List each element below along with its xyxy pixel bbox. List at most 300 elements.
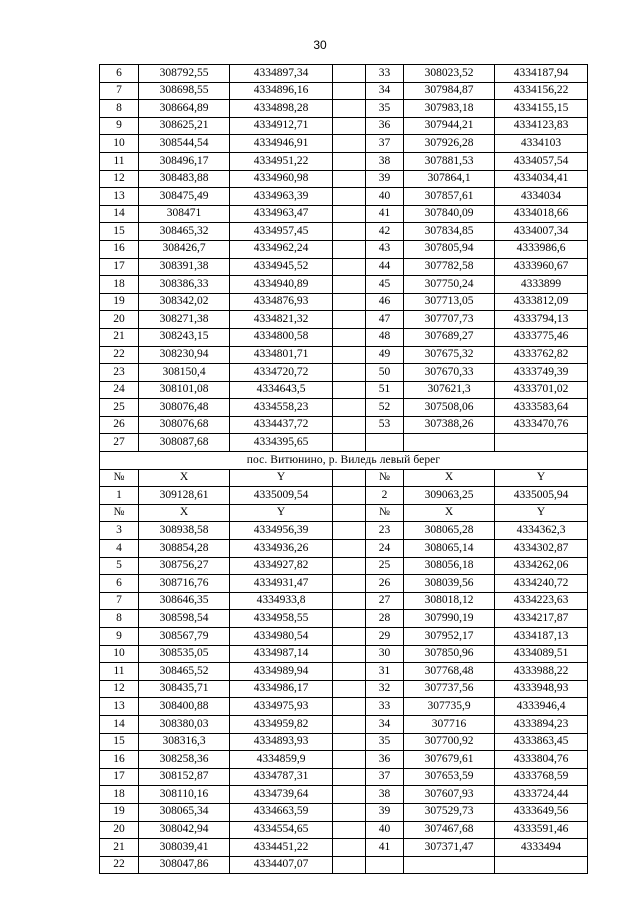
x-coordinate: 307750,24 xyxy=(404,276,495,294)
y-coordinate: 4334302,87 xyxy=(495,540,588,558)
point-number: 22 xyxy=(100,346,139,364)
point-number: 26 xyxy=(366,575,404,593)
x-coordinate: 308230,94 xyxy=(139,346,230,364)
y-coordinate: 4333749,39 xyxy=(495,364,588,382)
point-number: 35 xyxy=(366,100,404,118)
point-number: 40 xyxy=(366,188,404,206)
spacer xyxy=(333,117,366,135)
y-coordinate: 4333470,76 xyxy=(495,416,588,434)
x-coordinate: 307689,27 xyxy=(404,328,495,346)
y-coordinate: 4334975,93 xyxy=(230,698,333,716)
point-number: 53 xyxy=(366,416,404,434)
point-number: 30 xyxy=(366,645,404,663)
column-header: № xyxy=(100,504,139,522)
spacer xyxy=(333,223,366,241)
y-coordinate: 4334007,34 xyxy=(495,223,588,241)
y-coordinate: 4334945,52 xyxy=(230,258,333,276)
spacer xyxy=(333,381,366,399)
point-number: 4 xyxy=(100,540,139,558)
point-number: 47 xyxy=(366,311,404,329)
spacer xyxy=(333,100,366,118)
x-coordinate: 307607,93 xyxy=(404,786,495,804)
point-number: 46 xyxy=(366,293,404,311)
x-coordinate: 308716,76 xyxy=(139,575,230,593)
table-row xyxy=(100,135,588,153)
spacer xyxy=(333,205,366,223)
y-coordinate: 4334554,65 xyxy=(230,821,333,839)
table-row xyxy=(100,557,588,575)
x-coordinate: 308646,35 xyxy=(139,592,230,610)
x-coordinate: 307944,21 xyxy=(404,117,495,135)
y-coordinate: 4334960,98 xyxy=(230,170,333,188)
y-coordinate: 4334963,47 xyxy=(230,205,333,223)
y-coordinate: 4334034,41 xyxy=(495,170,588,188)
x-coordinate: 308087,68 xyxy=(139,434,230,452)
x-coordinate: 307737,56 xyxy=(404,680,495,698)
y-coordinate: 4334057,54 xyxy=(495,152,588,170)
y-coordinate: 4334989,94 xyxy=(230,663,333,681)
y-coordinate: 4333986,6 xyxy=(495,240,588,258)
y-coordinate: 4334958,55 xyxy=(230,610,333,628)
spacer xyxy=(333,715,366,733)
x-coordinate: 308471 xyxy=(139,205,230,223)
x-coordinate: 308380,03 xyxy=(139,715,230,733)
point-number: 23 xyxy=(100,364,139,382)
point-number: 11 xyxy=(100,152,139,170)
point-number: 32 xyxy=(366,680,404,698)
x-coordinate: 307952,17 xyxy=(404,628,495,646)
point-number: 28 xyxy=(366,610,404,628)
y-coordinate: 4334558,23 xyxy=(230,399,333,417)
x-coordinate: 308023,52 xyxy=(404,65,495,83)
y-coordinate: 4334262,06 xyxy=(495,557,588,575)
y-coordinate: 4334240,72 xyxy=(495,575,588,593)
spacer xyxy=(333,698,366,716)
x-coordinate: 308567,79 xyxy=(139,628,230,646)
x-coordinate: 308756,27 xyxy=(139,557,230,575)
x-coordinate xyxy=(404,434,495,452)
point-number: 27 xyxy=(100,434,139,452)
x-coordinate: 308483,88 xyxy=(139,170,230,188)
x-coordinate: 307388,26 xyxy=(404,416,495,434)
x-coordinate: 308625,21 xyxy=(139,117,230,135)
x-coordinate: 308047,86 xyxy=(139,856,230,874)
y-coordinate: 4334801,71 xyxy=(230,346,333,364)
spacer xyxy=(333,522,366,540)
point-number: 16 xyxy=(100,751,139,769)
x-coordinate: 308076,48 xyxy=(139,399,230,417)
spacer xyxy=(333,328,366,346)
point-number: 48 xyxy=(366,328,404,346)
table-row xyxy=(100,188,588,206)
column-header: X xyxy=(404,504,495,522)
point-number: 26 xyxy=(100,416,139,434)
coordinates-table xyxy=(99,64,588,874)
y-coordinate: 4334963,39 xyxy=(230,188,333,206)
x-coordinate: 308065,14 xyxy=(404,540,495,558)
table-row xyxy=(100,715,588,733)
table-row xyxy=(100,258,588,276)
table-row xyxy=(100,346,588,364)
x-coordinate: 308271,38 xyxy=(139,311,230,329)
point-number: 41 xyxy=(366,839,404,857)
point-number: 10 xyxy=(100,645,139,663)
x-coordinate: 308076,68 xyxy=(139,416,230,434)
point-number: 38 xyxy=(366,152,404,170)
y-coordinate: 4333794,13 xyxy=(495,311,588,329)
spacer xyxy=(333,416,366,434)
y-coordinate: 4333724,44 xyxy=(495,786,588,804)
y-coordinate: 4333762,82 xyxy=(495,346,588,364)
point-number: 20 xyxy=(100,311,139,329)
column-header: № xyxy=(100,469,139,487)
point-number: 42 xyxy=(366,223,404,241)
table-row xyxy=(100,698,588,716)
point-number: 8 xyxy=(100,610,139,628)
x-coordinate: 308386,33 xyxy=(139,276,230,294)
spacer xyxy=(333,399,366,417)
y-coordinate: 4334931,47 xyxy=(230,575,333,593)
x-coordinate: 307653,59 xyxy=(404,768,495,786)
y-coordinate: 4333812,09 xyxy=(495,293,588,311)
point-number: 29 xyxy=(366,628,404,646)
x-coordinate: 308664,89 xyxy=(139,100,230,118)
point-number: 35 xyxy=(366,733,404,751)
spacer xyxy=(333,258,366,276)
table-row xyxy=(100,434,588,452)
point-number: 6 xyxy=(100,575,139,593)
y-coordinate: 4334897,34 xyxy=(230,65,333,83)
table-row xyxy=(100,399,588,417)
x-coordinate: 307735,9 xyxy=(404,698,495,716)
y-coordinate: 4334223,63 xyxy=(495,592,588,610)
y-coordinate: 4333494 xyxy=(495,839,588,857)
table-row xyxy=(100,170,588,188)
x-coordinate: 307713,05 xyxy=(404,293,495,311)
x-coordinate: 308698,55 xyxy=(139,82,230,100)
x-coordinate: 308426,7 xyxy=(139,240,230,258)
x-coordinate: 307834,85 xyxy=(404,223,495,241)
y-coordinate: 4334936,26 xyxy=(230,540,333,558)
table-row xyxy=(100,768,588,786)
spacer xyxy=(333,82,366,100)
point-number: 50 xyxy=(366,364,404,382)
point-number: 15 xyxy=(100,733,139,751)
point-number: 22 xyxy=(100,856,139,874)
y-coordinate: 4333899 xyxy=(495,276,588,294)
y-coordinate: 4334663,59 xyxy=(230,803,333,821)
spacer xyxy=(333,293,366,311)
point-number: 45 xyxy=(366,276,404,294)
column-header: X xyxy=(139,504,230,522)
table-row xyxy=(100,82,588,100)
spacer xyxy=(333,487,366,505)
x-coordinate: 308465,52 xyxy=(139,663,230,681)
point-number: 24 xyxy=(100,381,139,399)
y-coordinate: 4333591,46 xyxy=(495,821,588,839)
spacer xyxy=(333,364,366,382)
y-coordinate: 4333701,02 xyxy=(495,381,588,399)
spacer xyxy=(333,540,366,558)
point-number: 8 xyxy=(100,100,139,118)
table-row xyxy=(100,240,588,258)
point-number: 14 xyxy=(100,715,139,733)
y-coordinate: 4333775,46 xyxy=(495,328,588,346)
x-coordinate: 308150,4 xyxy=(139,364,230,382)
y-coordinate: 4334946,91 xyxy=(230,135,333,153)
point-number: 27 xyxy=(366,592,404,610)
point-number: 12 xyxy=(100,170,139,188)
spacer xyxy=(333,786,366,804)
spacer xyxy=(333,839,366,857)
spacer xyxy=(333,628,366,646)
spacer xyxy=(333,663,366,681)
y-coordinate: 4333649,56 xyxy=(495,803,588,821)
x-coordinate: 307983,18 xyxy=(404,100,495,118)
y-coordinate: 4334407,07 xyxy=(230,856,333,874)
point-number: 36 xyxy=(366,117,404,135)
x-coordinate: 307782,58 xyxy=(404,258,495,276)
spacer xyxy=(333,575,366,593)
column-header: Y xyxy=(495,469,588,487)
table-row xyxy=(100,628,588,646)
x-coordinate: 307857,61 xyxy=(404,188,495,206)
x-coordinate: 307675,32 xyxy=(404,346,495,364)
point-number: 19 xyxy=(100,293,139,311)
x-coordinate: 307700,92 xyxy=(404,733,495,751)
y-coordinate: 4334034 xyxy=(495,188,588,206)
point-number: 52 xyxy=(366,399,404,417)
y-coordinate: 4333948,93 xyxy=(495,680,588,698)
x-coordinate: 308391,38 xyxy=(139,258,230,276)
spacer xyxy=(333,645,366,663)
spacer xyxy=(333,469,366,487)
x-coordinate: 307679,61 xyxy=(404,751,495,769)
spacer xyxy=(333,751,366,769)
y-coordinate: 4334800,58 xyxy=(230,328,333,346)
spacer xyxy=(333,610,366,628)
y-coordinate: 4335005,94 xyxy=(495,487,588,505)
point-number: 51 xyxy=(366,381,404,399)
y-coordinate: 4334362,3 xyxy=(495,522,588,540)
y-coordinate: 4334187,94 xyxy=(495,65,588,83)
y-coordinate: 4334896,16 xyxy=(230,82,333,100)
table-row xyxy=(100,416,588,434)
table-row xyxy=(100,610,588,628)
point-number: 44 xyxy=(366,258,404,276)
spacer xyxy=(333,592,366,610)
y-coordinate: 4334957,45 xyxy=(230,223,333,241)
y-coordinate: 4333894,23 xyxy=(495,715,588,733)
x-coordinate: 307984,87 xyxy=(404,82,495,100)
spacer xyxy=(333,557,366,575)
y-coordinate: 4334123,83 xyxy=(495,117,588,135)
x-coordinate: 307716 xyxy=(404,715,495,733)
y-coordinate: 4334986,17 xyxy=(230,680,333,698)
y-coordinate: 4333583,64 xyxy=(495,399,588,417)
point-number: 41 xyxy=(366,205,404,223)
x-coordinate: 308854,28 xyxy=(139,540,230,558)
table-row xyxy=(100,117,588,135)
spacer xyxy=(333,311,366,329)
y-coordinate: 4334956,39 xyxy=(230,522,333,540)
spacer xyxy=(333,240,366,258)
point-number: 2 xyxy=(366,487,404,505)
column-header: № xyxy=(366,469,404,487)
table-row xyxy=(100,293,588,311)
y-coordinate: 4334940,89 xyxy=(230,276,333,294)
x-coordinate: 307850,96 xyxy=(404,645,495,663)
y-coordinate: 4333988,22 xyxy=(495,663,588,681)
y-coordinate: 4334912,71 xyxy=(230,117,333,135)
point-number: 3 xyxy=(100,522,139,540)
x-coordinate: 308342,02 xyxy=(139,293,230,311)
y-coordinate: 4334156,22 xyxy=(495,82,588,100)
point-number: 19 xyxy=(100,803,139,821)
table-row xyxy=(100,276,588,294)
x-coordinate: 307467,68 xyxy=(404,821,495,839)
table-row xyxy=(100,821,588,839)
x-coordinate: 308065,28 xyxy=(404,522,495,540)
column-header: Y xyxy=(230,469,333,487)
point-number: 9 xyxy=(100,628,139,646)
section-title-row xyxy=(100,452,588,470)
y-coordinate: 4334821,32 xyxy=(230,311,333,329)
point-number: 6 xyxy=(100,65,139,83)
point-number: 5 xyxy=(100,557,139,575)
y-coordinate: 4333863,45 xyxy=(495,733,588,751)
spacer xyxy=(333,276,366,294)
y-coordinate: 4334980,54 xyxy=(230,628,333,646)
table-row xyxy=(100,786,588,804)
y-coordinate: 4334155,15 xyxy=(495,100,588,118)
table-row xyxy=(100,364,588,382)
point-number: 18 xyxy=(100,276,139,294)
x-coordinate: 307768,48 xyxy=(404,663,495,681)
spacer xyxy=(333,170,366,188)
table-row xyxy=(100,381,588,399)
point-number: 16 xyxy=(100,240,139,258)
y-coordinate: 4334787,31 xyxy=(230,768,333,786)
x-coordinate: 308465,32 xyxy=(139,223,230,241)
y-coordinate: 4334187,13 xyxy=(495,628,588,646)
y-coordinate: 4334217,87 xyxy=(495,610,588,628)
x-coordinate: 308544,54 xyxy=(139,135,230,153)
point-number: 15 xyxy=(100,223,139,241)
point-number: 39 xyxy=(366,803,404,821)
point-number: 31 xyxy=(366,663,404,681)
x-coordinate: 307926,28 xyxy=(404,135,495,153)
column-header: X xyxy=(139,469,230,487)
point-number: 9 xyxy=(100,117,139,135)
spacer xyxy=(333,65,366,83)
point-number: 25 xyxy=(100,399,139,417)
x-coordinate: 308039,41 xyxy=(139,839,230,857)
y-coordinate: 4333804,76 xyxy=(495,751,588,769)
y-coordinate xyxy=(495,434,588,452)
point-number: 43 xyxy=(366,240,404,258)
x-coordinate: 307840,09 xyxy=(404,205,495,223)
x-coordinate: 308316,3 xyxy=(139,733,230,751)
x-coordinate: 307707,73 xyxy=(404,311,495,329)
table-row xyxy=(100,856,588,874)
table-row xyxy=(100,751,588,769)
table-row xyxy=(100,645,588,663)
x-coordinate: 308938,58 xyxy=(139,522,230,540)
table-row xyxy=(100,522,588,540)
y-coordinate: 4334898,28 xyxy=(230,100,333,118)
section-title: пос. Витюнино, р. Виледь левый берег xyxy=(100,452,588,470)
x-coordinate: 307881,53 xyxy=(404,152,495,170)
y-coordinate: 4334893,93 xyxy=(230,733,333,751)
table-row xyxy=(100,540,588,558)
point-number: 18 xyxy=(100,786,139,804)
x-coordinate: 309128,61 xyxy=(139,487,230,505)
y-coordinate: 4335009,54 xyxy=(230,487,333,505)
x-coordinate: 307371,47 xyxy=(404,839,495,857)
table-row xyxy=(100,205,588,223)
point-number: 13 xyxy=(100,188,139,206)
point-number: 1 xyxy=(100,487,139,505)
point-number: 36 xyxy=(366,751,404,769)
y-coordinate: 4334959,82 xyxy=(230,715,333,733)
x-coordinate: 308039,56 xyxy=(404,575,495,593)
column-header: Y xyxy=(495,504,588,522)
table-row xyxy=(100,311,588,329)
column-header: № xyxy=(366,504,404,522)
point-number: 11 xyxy=(100,663,139,681)
x-coordinate: 308598,54 xyxy=(139,610,230,628)
table-row xyxy=(100,100,588,118)
x-coordinate: 308435,71 xyxy=(139,680,230,698)
table-row xyxy=(100,680,588,698)
x-coordinate: 308042,94 xyxy=(139,821,230,839)
point-number: 34 xyxy=(366,82,404,100)
y-coordinate: 4334962,24 xyxy=(230,240,333,258)
header-row xyxy=(100,504,588,522)
point-number: 14 xyxy=(100,205,139,223)
spacer xyxy=(333,803,366,821)
spacer xyxy=(333,504,366,522)
x-coordinate: 307864,1 xyxy=(404,170,495,188)
y-coordinate: 4334395,65 xyxy=(230,434,333,452)
y-coordinate: 4334089,51 xyxy=(495,645,588,663)
table-row xyxy=(100,487,588,505)
table-row xyxy=(100,65,588,83)
point-number: 21 xyxy=(100,839,139,857)
x-coordinate: 309063,25 xyxy=(404,487,495,505)
point-number: 40 xyxy=(366,821,404,839)
y-coordinate: 4334933,8 xyxy=(230,592,333,610)
y-coordinate: 4333960,67 xyxy=(495,258,588,276)
point-number: 37 xyxy=(366,768,404,786)
y-coordinate: 4334451,22 xyxy=(230,839,333,857)
point-number: 33 xyxy=(366,698,404,716)
column-header: X xyxy=(404,469,495,487)
x-coordinate: 308792,55 xyxy=(139,65,230,83)
point-number: 17 xyxy=(100,768,139,786)
y-coordinate: 4334876,93 xyxy=(230,293,333,311)
point-number: 12 xyxy=(100,680,139,698)
x-coordinate: 307990,19 xyxy=(404,610,495,628)
point-number: 39 xyxy=(366,170,404,188)
x-coordinate: 307805,94 xyxy=(404,240,495,258)
point-number: 38 xyxy=(366,786,404,804)
spacer xyxy=(333,188,366,206)
x-coordinate: 308018,12 xyxy=(404,592,495,610)
x-coordinate: 308400,88 xyxy=(139,698,230,716)
table-row xyxy=(100,575,588,593)
